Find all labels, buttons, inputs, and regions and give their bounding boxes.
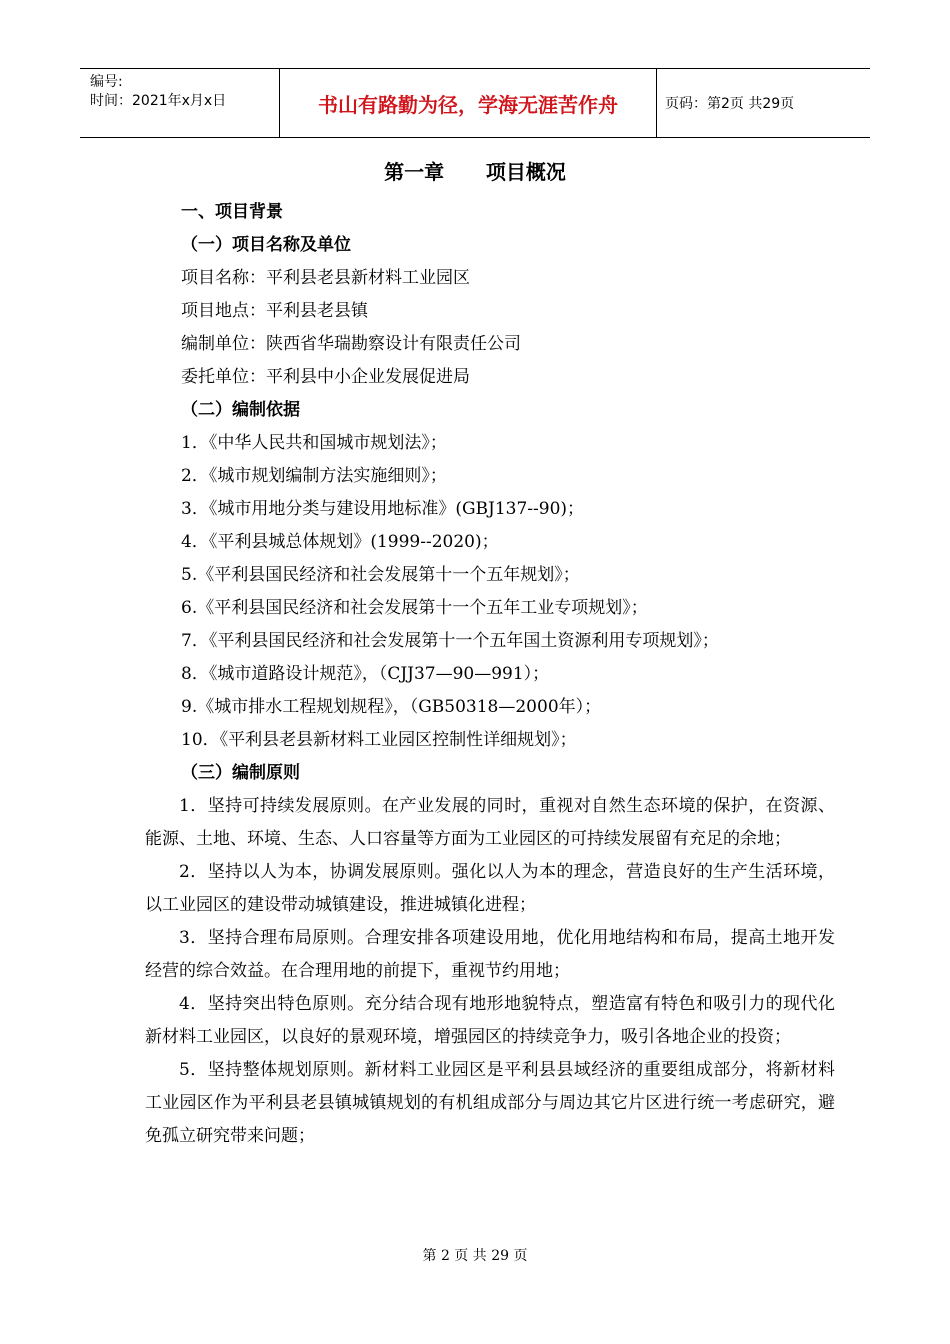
time-label: 时间：2021年x月x日 bbox=[90, 93, 227, 109]
info-line: 委托单位：平利县中小企业发展促进局 bbox=[181, 367, 470, 387]
basis-item: 2．《城市规划编制方法实施细则》； bbox=[181, 466, 447, 486]
info-line: 项目地点：平利县老县镇 bbox=[181, 301, 368, 321]
basis-item: 4．《平利县城总体规划》(1999--2020)； bbox=[181, 532, 499, 552]
subsection-heading-2: （二）编制依据 bbox=[181, 400, 300, 420]
page-header bbox=[80, 68, 870, 138]
header-meta bbox=[80, 69, 280, 137]
info-line: 项目名称：平利县老县新材料工业园区 bbox=[181, 268, 470, 288]
section-heading: 一、项目背景 bbox=[181, 202, 283, 222]
header-motto: 书山有路勤为径，学海无涯苦作舟 bbox=[280, 69, 657, 137]
principle-paragraph: 1．坚持可持续发展原则。在产业发展的同时，重视对自然生态环境的保护，在资源、能源、土地、环境、生态、人口容量等方面为工业园区的可持续发展留有充足的余地； bbox=[145, 796, 835, 849]
basis-item: 8．《城市道路设计规范》，（CJJ37—90—991）； bbox=[181, 664, 550, 684]
basis-item: 5.《平利县国民经济和社会发展第十一个五年规划》； bbox=[181, 565, 580, 585]
basis-item: 3．《城市用地分类与建设用地标准》(GBJ137--90)； bbox=[181, 499, 585, 519]
header-page-code: 页码：第2页 共29页 bbox=[665, 96, 795, 112]
principle-paragraph: 2．坚持以人为本，协调发展原则。强化以人为本的理念，营造良好的生产生活环境，以工业园区的建设带动城镇建设，推进城镇化进程； bbox=[145, 862, 835, 915]
chapter-title: 第一章 项目概况 bbox=[384, 160, 566, 184]
basis-item: 10．《平利县老县新材料工业园区控制性详细规划》； bbox=[181, 730, 577, 750]
principle-paragraph: 3．坚持合理布局原则。合理安排各项建设用地，优化用地结构和布局，提高土地开发经营的综合效益。在合理用地的前提下，重视节约用地； bbox=[145, 928, 835, 981]
basis-item: 6.《平利县国民经济和社会发展第十一个五年工业专项规划》； bbox=[181, 598, 648, 618]
subsection-heading-1: （一）项目名称及单位 bbox=[181, 235, 351, 255]
page-footer: 第 2 页 共 29 页 bbox=[422, 1248, 528, 1264]
info-line: 编制单位：陕西省华瑞勘察设计有限责任公司 bbox=[181, 334, 521, 354]
subsection-heading-3: （三）编制原则 bbox=[181, 763, 300, 783]
basis-item: 1．《中华人民共和国城市规划法》； bbox=[181, 433, 447, 453]
document-body bbox=[145, 196, 835, 1153]
principle-paragraph: 4．坚持突出特色原则。充分结合现有地形地貌特点，塑造富有特色和吸引力的现代化新材料工业园区，以良好的景观环境，增强园区的持续竞争力，吸引各地企业的投资； bbox=[145, 994, 835, 1047]
principle-paragraph: 5．坚持整体规划原则。新材料工业园区是平利县县域经济的重要组成部分，将新材料工业园区作为平利县老县镇城镇规划的有机组成部分与周边其它片区进行统一考虑研究，避免孤立研究带来问题； bbox=[145, 1060, 835, 1146]
basis-item: 9.《城市排水工程规划规程》，（GB50318—2000年）； bbox=[181, 697, 602, 717]
number-label: 编号: bbox=[90, 74, 123, 90]
basis-item: 7．《平利县国民经济和社会发展第十一个五年国土资源利用专项规划》； bbox=[181, 631, 719, 651]
